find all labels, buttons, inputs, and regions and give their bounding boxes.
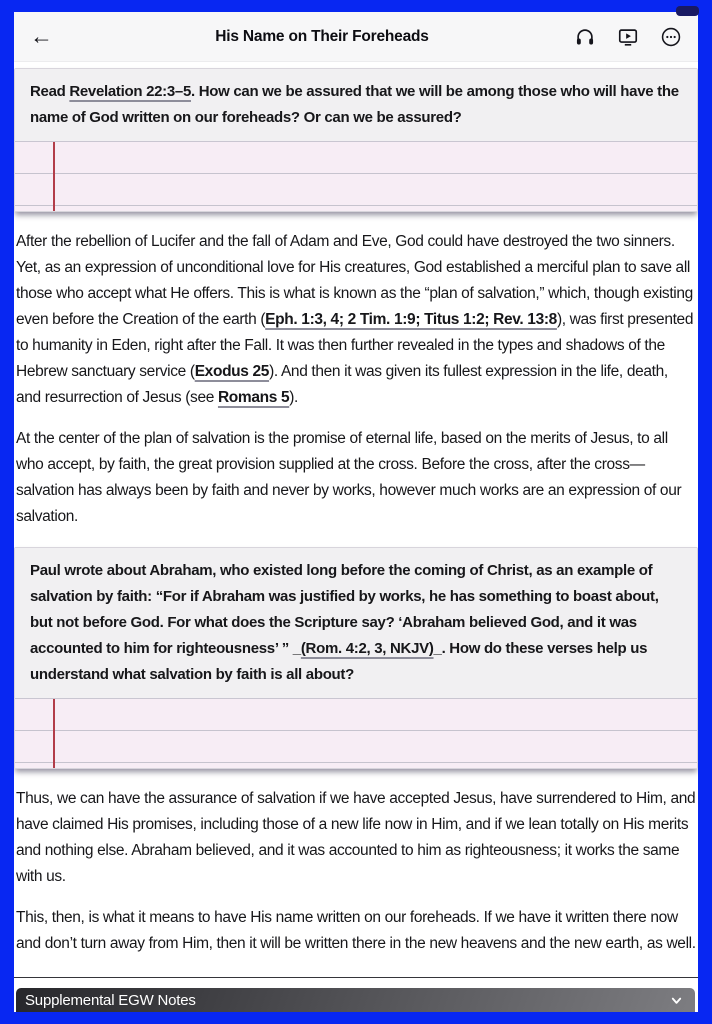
text-run: ), was first presented to humanity in Eden, right after the Fall. It was then further revealed in the types and shadows of the Hebrew sanctuary service ( [16,311,694,380]
text-run: Read [30,83,70,100]
note-line[interactable] [15,731,697,763]
header-actions [574,26,682,48]
paragraph-1 [16,229,696,411]
paragraph-3 [16,786,696,890]
paragraph-2 [16,426,696,530]
answer-lines-1 [15,141,697,211]
bible-reference-link[interactable]: Romans 5 [217,389,290,406]
text-run: Paul wrote about Abraham, who existed long before the coming of Christ, as an example of salvation by faith: “For if Abraham was justified by works, he has something to boast about, but not before God. For what does the Scripture say? ‘Abraham believed God, and it was accounted to him for righteousness’ ” _ [30,562,659,657]
question-block-1 [15,69,697,141]
text-run: After the rebellion of Lucifer and the fall of Adam and Eve, God could have destroyed the two sinners. Yet, as an expression of unconditional love for His creatures, God established a merciful plan to save all those who accept what He offers. This is what is known as the “plan of salvation,” which, though existing even before the Creation of the earth ( [16,233,693,328]
bible-reference-link[interactable]: Revelation 22:3–5 [69,83,191,100]
header-bar [14,12,698,62]
scrollbar-thumb[interactable] [676,6,699,16]
paragraph-4 [16,905,696,957]
margin-line [53,699,55,768]
text-run: _. How do these verses help us understand what salvation by faith is all about? [30,640,648,683]
text-run: Thus, we can have the assurance of salvation if we have accepted Jesus, have surrendered to Him, and have claimed His promises, including those of a new life now in Him, and if we lean totally on His merits and nothing else. Abraham believed, and it was accounted to him as righteousness; it works the same with us. [16,790,696,885]
text-run: This, then, is what it means to have His name written on our foreheads. If we have it written there now and don’t turn away from Him, then it will be written there in the new heavens and the new earth, as well. [16,909,696,952]
more-options-icon[interactable] [660,26,682,48]
text-run: ). And then it was given its fullest expression in the life, death, and resurrection of Jesus (see [16,363,668,406]
note-line[interactable] [15,142,697,174]
bible-reference-link[interactable]: Exodus 25 [194,363,270,380]
egw-notes-label: Supplemental EGW Notes [25,992,196,1009]
bible-reference-link[interactable]: Eph. 1:3, 4; 2 Tim. 1:9; Titus 1:2; Rev. 13:8 [265,311,557,328]
app-window [14,12,698,1012]
question-block-2 [15,548,697,698]
video-play-icon[interactable] [617,26,639,48]
note-line[interactable] [15,174,697,206]
question-block-1-card [14,68,698,212]
text-run: ). [289,389,299,406]
margin-line [53,142,55,211]
supplemental-egw-notes-bar[interactable] [16,988,695,1012]
answer-lines-2 [15,698,697,768]
chevron-down-icon [670,994,683,1007]
note-line-strip [15,763,697,768]
text-run: . How can we be assured that we will be among those who will have the name of God written on our foreheads? Or can we be assured? [30,83,679,126]
content-blocks [14,62,698,957]
question-block-2-card [14,547,698,769]
footer-divider [14,977,698,978]
page-title: His Name on Their Foreheads [215,27,429,45]
note-line[interactable] [15,699,697,731]
back-button[interactable]: ← [30,23,53,49]
headphones-icon[interactable] [574,26,596,48]
bible-reference-link[interactable]: (Rom. 4:2, 3, NKJV) [300,640,434,657]
note-line-strip [15,206,697,211]
text-run: At the center of the plan of salvation is the promise of eternal life, based on the merits of Jesus, to all who accept, by faith, the great provision supplied at the cross. Before the cross, after the cross—salvation has always been by faith and never by works, however much works are an expression of our salvation. [16,430,682,525]
